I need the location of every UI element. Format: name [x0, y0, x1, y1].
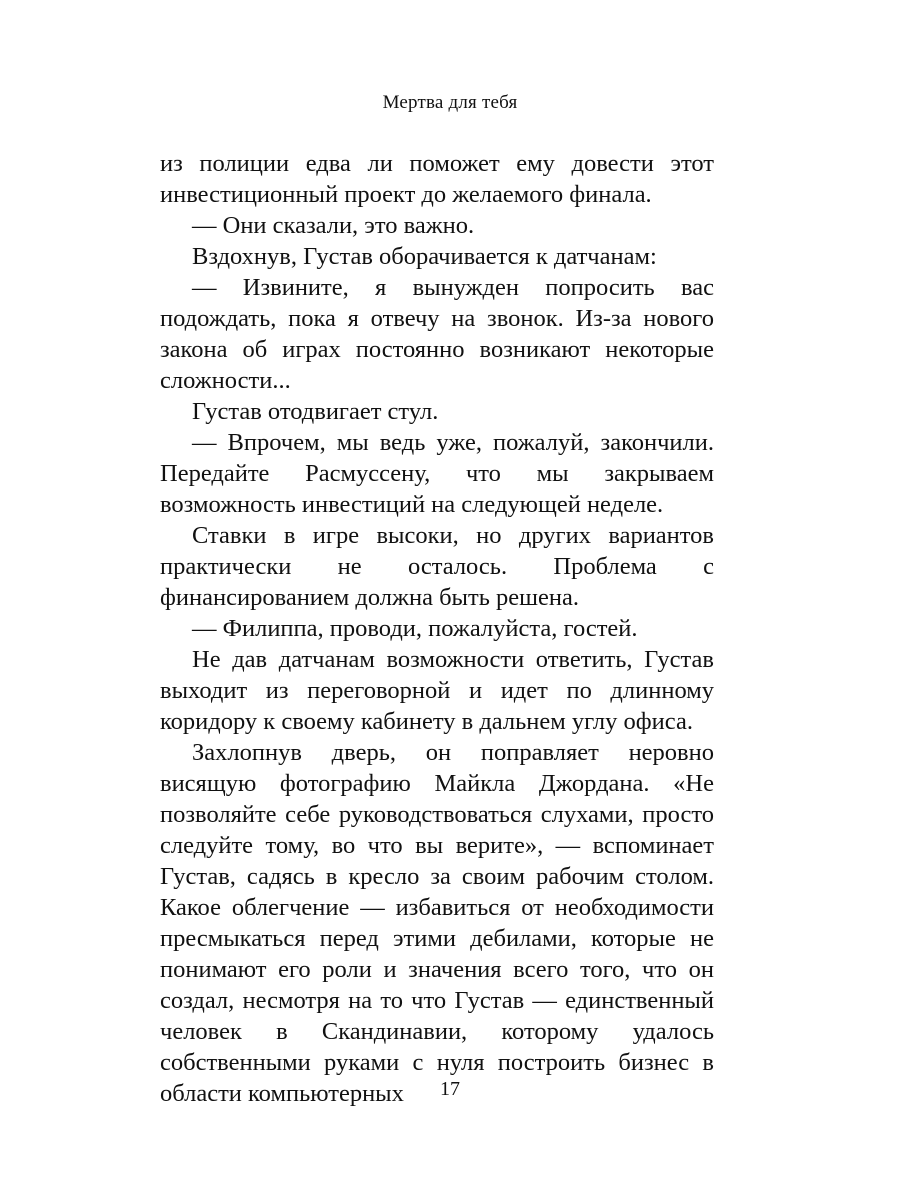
paragraph: Вздохнув, Густав оборачивается к датчанам:	[192, 243, 657, 270]
paragraph: — Филиппа, проводи, пожалуйста, гостей.	[192, 615, 638, 642]
paragraph: Густав отодвигает стул.	[192, 398, 439, 425]
running-head-title: Мертва для тебя	[382, 92, 518, 113]
page-number: 17	[440, 1078, 460, 1100]
body-text	[160, 148, 714, 1109]
paragraph: Захлопнув дверь, он поправляет неровно висящую фотографию Майкла Джордана. «Не позволяйте себе руководствоваться слухами, просто следуйте тому, во что вы верите», — вспоминает Густав, садясь в кресло за своим рабочим столом. Какое облегчение — избавиться от необходимости пресмыкаться перед этими дебилами, которые не понимают его роли и значения всего того, что он создал, несмотря на то что Густав — единственный человек в Скандинавии, которому удалось собственными руками с нуля построить бизнес в области компьютерных	[160, 739, 714, 1107]
paragraph: из полиции едва ли поможет ему довести этот инвестиционный проект до желаемого финала.	[160, 150, 714, 208]
paragraph: — Они сказали, это важно.	[192, 212, 475, 239]
paragraph: Ставки в игре высоки, но других вариантов практически не осталось. Проблема с финансированием должна быть решена.	[160, 522, 714, 611]
paragraph: — Извините, я вынужден попросить вас подождать, пока я отвечу на звонок. Из-за нового закона об играх постоянно возникают некоторые сложности...	[160, 274, 714, 394]
paragraph: — Впрочем, мы ведь уже, пожалуй, закончили. Передайте Расмуссену, что мы закрываем возможность инвестиций на следующей неделе.	[160, 429, 714, 518]
paragraph: Не дав датчанам возможности ответить, Густав выходит из переговорной и идет по длинному коридору к своему кабинету в дальнем углу офиса.	[160, 646, 714, 735]
